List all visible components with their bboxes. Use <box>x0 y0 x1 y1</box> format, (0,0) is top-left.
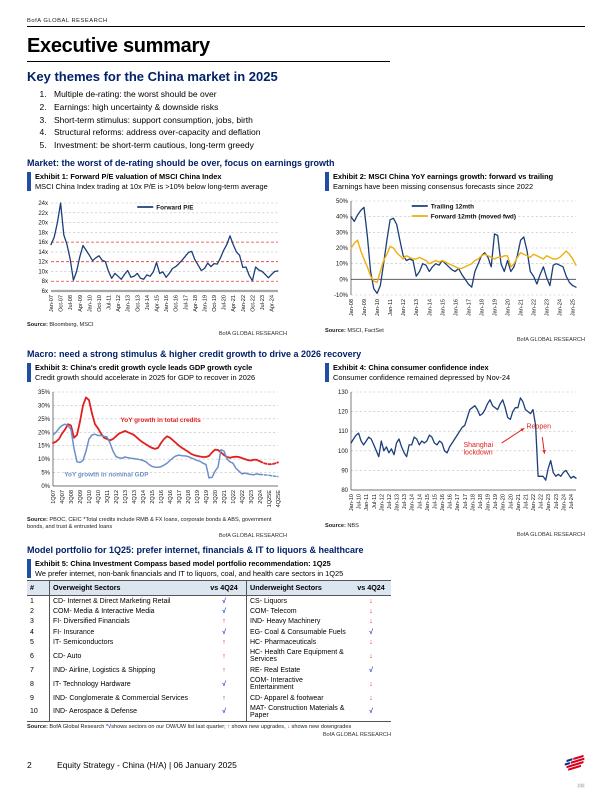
svg-text:4Q19: 4Q19 <box>204 489 210 504</box>
svg-text:Jan-22: Jan-22 <box>240 294 247 312</box>
exhibit-2-title: Exhibit 2: MSCI China YoY earnings growth: forward vs trailing <box>333 171 554 181</box>
table-cell: ↑ <box>202 617 247 627</box>
svg-text:Jul-20: Jul-20 <box>221 294 228 311</box>
list-item: 3. Short-term stimulus: support consumption, jobs, birth <box>49 114 585 127</box>
research-tag: BofA GLOBAL RESEARCH <box>516 336 585 343</box>
svg-text:1Q10: 1Q10 <box>87 489 93 504</box>
svg-text:Jan-10: Jan-10 <box>349 493 355 511</box>
exhibit-accent-bar <box>27 363 31 382</box>
svg-text:Forward P/E: Forward P/E <box>156 204 194 212</box>
exhibit-3-title: Exhibit 3: China's credit growth cycle leads GDP growth cycle <box>35 362 253 372</box>
table-row <box>27 665 391 675</box>
svg-text:1Q07: 1Q07 <box>51 489 57 504</box>
svg-text:-10%: -10% <box>333 292 348 299</box>
table-cell: CS- Liquors <box>250 597 287 605</box>
table-cell: IT- Technology Hardware <box>53 680 131 688</box>
svg-text:Jan-19: Jan-19 <box>202 294 209 312</box>
svg-text:10%: 10% <box>335 261 348 268</box>
exhibit-4 <box>325 363 585 539</box>
svg-text:Jan-11: Jan-11 <box>388 298 395 316</box>
table-cell: IND- Aerospace & Defense <box>50 703 203 721</box>
exhibit-3-subtitle: Credit growth should accelerate in 2025 for GDP to recover in 2026 <box>35 372 256 382</box>
market-section-heading: Market: the worst of de-rating should be over, focus on earnings growth <box>27 157 335 168</box>
svg-text:1Q16: 1Q16 <box>159 489 165 504</box>
svg-text:Jan-18: Jan-18 <box>470 493 477 511</box>
svg-text:3Q17: 3Q17 <box>177 489 183 504</box>
table-header-cell: vs 4Q24 <box>351 580 391 595</box>
list-item: 5. Investment: be short-term cautious, long-term greedy <box>49 139 585 152</box>
table-cell: 10 <box>27 703 50 721</box>
table-cell: CD- Internet & Direct Marketing Retail <box>53 597 171 605</box>
table-header-cell: Overweight Sectors <box>50 580 203 595</box>
exhibit-5-subtitle: We prefer internet, non-bank financials and IT to liquors, coal, and health care sectors in 1Q25 <box>35 568 344 578</box>
svg-text:90: 90 <box>341 468 348 475</box>
svg-text:Jan-17: Jan-17 <box>455 493 462 511</box>
svg-text:1Q19: 1Q19 <box>195 489 201 504</box>
svg-text:Jul-24: Jul-24 <box>568 493 575 510</box>
svg-text:1Q25E: 1Q25E <box>267 489 273 508</box>
svg-text:Jul-17: Jul-17 <box>183 294 190 311</box>
svg-text:2Q12: 2Q12 <box>114 489 120 504</box>
svg-text:Jul-13: Jul-13 <box>402 493 409 510</box>
svg-text:Jan-12: Jan-12 <box>379 493 386 511</box>
credit-gdp-chart <box>27 384 285 516</box>
exhibit-3-source: Source: PBOC, CEIC *Total credits include RMB & FX loans, corporate bonds & ABS, government bonds, and trust & entrusted loans <box>27 516 272 530</box>
table-row <box>27 637 391 647</box>
svg-text:Jul-14: Jul-14 <box>417 493 424 510</box>
table-cell: 3 <box>27 617 50 627</box>
svg-text:Jan-20: Jan-20 <box>500 493 507 511</box>
table-cell: IND- Conglomerate & Commercial Services <box>53 694 188 702</box>
svg-text:10x: 10x <box>38 269 48 276</box>
table-row <box>27 617 391 627</box>
svg-text:Jan-23: Jan-23 <box>544 298 551 316</box>
svg-text:Trailing 12mth: Trailing 12mth <box>430 203 475 211</box>
svg-text:2Q18: 2Q18 <box>186 489 192 504</box>
svg-text:100: 100 <box>337 448 348 455</box>
svg-text:2Q24: 2Q24 <box>258 489 264 504</box>
svg-text:Jul-16: Jul-16 <box>447 493 454 510</box>
svg-text:Jan-11: Jan-11 <box>364 493 371 511</box>
table-header-cell: vs 4Q24 <box>202 580 247 595</box>
exhibit-1-subtitle: MSCI China Index trading at 10x P/E is >10% below long-term average <box>35 181 268 191</box>
table-cell: IND- Heavy Machinery <box>250 618 321 626</box>
table-cell: COM- Telecom <box>250 607 297 615</box>
list-item: 1. Multiple de-rating: the worst should be over <box>49 88 585 101</box>
svg-text:0%: 0% <box>41 483 50 490</box>
svg-text:1Q13: 1Q13 <box>123 489 129 504</box>
svg-text:2Q15: 2Q15 <box>150 489 156 504</box>
svg-text:3Q11: 3Q11 <box>105 489 111 504</box>
svg-text:Jan-13: Jan-13 <box>414 298 421 316</box>
svg-text:20%: 20% <box>335 245 348 252</box>
svg-text:Jul-11: Jul-11 <box>106 294 113 310</box>
earnings-growth-chart <box>325 193 583 327</box>
exhibit-2 <box>325 172 585 343</box>
table-cell: CD- Auto <box>53 652 82 660</box>
page-title: Executive summary <box>27 35 390 62</box>
svg-text:5%: 5% <box>41 470 50 477</box>
svg-text:25%: 25% <box>37 416 50 423</box>
svg-text:Jan-16: Jan-16 <box>164 294 171 312</box>
exhibit-1 <box>27 172 287 343</box>
svg-text:Jul-17: Jul-17 <box>462 493 469 510</box>
svg-text:Jul-18: Jul-18 <box>477 493 484 510</box>
svg-text:Jul-23: Jul-23 <box>553 493 560 510</box>
svg-text:0%: 0% <box>339 277 348 284</box>
table-cell: √ <box>351 703 391 721</box>
table-cell: √ <box>202 676 247 693</box>
svg-text:Jan-14: Jan-14 <box>427 298 434 316</box>
svg-text:Jan-21: Jan-21 <box>515 493 522 511</box>
svg-text:80: 80 <box>341 487 348 494</box>
table-cell: √ <box>369 666 373 674</box>
svg-text:35%: 35% <box>37 389 50 396</box>
exhibit-4-source: Source: NBS <box>325 522 359 529</box>
svg-text:Jan-16: Jan-16 <box>453 298 460 316</box>
table-cell: 1 <box>27 595 50 606</box>
svg-text:Jan-13: Jan-13 <box>125 294 132 312</box>
exhibit-5 <box>27 559 585 578</box>
table-cell: FI- Diversified Financials <box>53 618 130 626</box>
svg-text:12x: 12x <box>38 259 48 266</box>
model-portfolio-table <box>27 580 391 722</box>
exhibit-2-source: Source: MSCI, FactSet <box>325 327 384 334</box>
svg-text:Jan-08: Jan-08 <box>349 298 355 316</box>
research-tag: BofA GLOBAL RESEARCH <box>218 330 287 337</box>
table-row <box>27 595 391 606</box>
svg-text:Oct-22: Oct-22 <box>250 294 257 312</box>
svg-text:50%: 50% <box>335 198 348 205</box>
svg-text:4Q16: 4Q16 <box>168 489 174 504</box>
svg-text:30%: 30% <box>335 230 348 237</box>
svg-text:Jul-12: Jul-12 <box>386 493 393 510</box>
svg-text:Jan-13: Jan-13 <box>394 493 401 511</box>
svg-text:18x: 18x <box>38 230 48 237</box>
exhibit-5-title: Exhibit 5: China Investment Compass based model portfolio recommendation: 1Q25 <box>35 558 331 568</box>
exhibit-accent-bar <box>325 172 329 191</box>
svg-text:YoY growth in total credits: YoY growth in total credits <box>120 416 201 424</box>
table-row <box>27 676 391 693</box>
table-cell: ↓ <box>369 639 373 647</box>
list-item: 2. Earnings: high uncertainty & downside risks <box>49 101 585 114</box>
svg-text:130: 130 <box>337 389 348 396</box>
svg-text:Oct-10: Oct-10 <box>96 294 103 312</box>
key-themes-list <box>27 88 585 152</box>
bofa-flag-logo-icon <box>562 754 588 776</box>
svg-text:24x: 24x <box>38 200 48 207</box>
research-tag: BofA GLOBAL RESEARCH <box>516 531 585 538</box>
table-cell: ↓ <box>369 680 373 688</box>
table-cell: 8 <box>27 676 50 693</box>
svg-text:3Q23: 3Q23 <box>249 489 255 504</box>
table-cell: ↓ <box>369 618 373 626</box>
svg-text:Jul-20: Jul-20 <box>508 493 515 510</box>
svg-text:30%: 30% <box>37 403 50 410</box>
table-cell: RE- Real Estate <box>250 666 301 674</box>
svg-text:3Q14: 3Q14 <box>141 489 147 504</box>
table-footnote: Source: BofA Global Research *√shows sectors on our OW/UW list last quarter; ↑ shows new upgrades, ↓ shows new downgrades <box>27 723 352 730</box>
top-rule <box>27 26 585 27</box>
macro-section-heading: Macro: need a strong stimulus & higher credit growth to drive a 2026 recovery <box>27 348 362 359</box>
svg-text:4Q25E: 4Q25E <box>276 489 282 508</box>
table-cell: 5 <box>27 637 50 647</box>
table-cell: ↑ <box>202 648 247 665</box>
svg-text:Jan-16: Jan-16 <box>440 493 447 511</box>
svg-text:Shanghailockdown: Shanghai lockdown <box>463 441 494 457</box>
table-cell: IND- Airline, Logistics & Shipping <box>53 666 156 674</box>
table-cell: ↑ <box>202 637 247 647</box>
table-row <box>27 648 391 665</box>
model-section-heading: Model portfolio for 1Q25: prefer internet, financials & IT to liquors & healthcare <box>27 544 364 555</box>
svg-text:3Q20: 3Q20 <box>213 489 219 504</box>
svg-text:Jul-19: Jul-19 <box>493 493 500 510</box>
table-cell: 2 <box>27 606 50 616</box>
exhibit-1-title: Exhibit 1: Forward P/E valuation of MSCI China Index <box>35 171 222 181</box>
svg-text:Jul-21: Jul-21 <box>523 493 530 510</box>
table-cell: CD- Apparel & footwear <box>250 694 324 702</box>
svg-text:Jul-14: Jul-14 <box>144 294 151 311</box>
table-header-cell: Underweight Sectors <box>247 580 352 595</box>
svg-text:Apr-09: Apr-09 <box>77 294 84 312</box>
svg-text:Jan-20: Jan-20 <box>505 298 512 316</box>
svg-text:Jan-25: Jan-25 <box>570 298 577 316</box>
table-cell: 6 <box>27 648 50 665</box>
exhibit-accent-bar <box>27 559 31 578</box>
exhibit-row-2 <box>27 363 585 539</box>
svg-text:Oct-13: Oct-13 <box>135 294 142 312</box>
svg-text:8x: 8x <box>41 279 48 286</box>
table-row <box>27 693 391 703</box>
svg-text:Jan-10: Jan-10 <box>87 294 94 312</box>
svg-text:Jan-10: Jan-10 <box>375 298 382 316</box>
svg-text:Jan-24: Jan-24 <box>557 298 564 316</box>
research-tag: BofA GLOBAL RESEARCH <box>322 731 391 738</box>
svg-text:Apr-18: Apr-18 <box>192 294 199 312</box>
table-cell: EG- Coal & Consumable Fuels <box>250 628 346 636</box>
exhibit-1-source: Source: Bloomberg, MSCI <box>27 321 94 328</box>
page-number: 2 <box>27 760 32 770</box>
svg-text:Apr-21: Apr-21 <box>231 294 238 312</box>
svg-text:14x: 14x <box>38 249 48 256</box>
svg-text:Apr-12: Apr-12 <box>116 294 123 312</box>
svg-text:Jan-14: Jan-14 <box>409 493 416 511</box>
corner-mark: CB <box>577 783 584 788</box>
brand-header: BofA GLOBAL RESEARCH <box>27 18 108 24</box>
svg-text:Apr-15: Apr-15 <box>154 294 161 312</box>
svg-text:Jan-19: Jan-19 <box>492 298 499 316</box>
svg-text:Jan-23: Jan-23 <box>546 493 553 511</box>
svg-text:2Q09: 2Q09 <box>78 489 84 504</box>
exhibit-accent-bar <box>325 363 329 382</box>
table-cell: 9 <box>27 693 50 703</box>
svg-text:Jul-11: Jul-11 <box>371 493 378 509</box>
svg-text:Reopen: Reopen <box>526 423 552 431</box>
svg-text:Jul-22: Jul-22 <box>538 493 545 510</box>
svg-text:Jul-23: Jul-23 <box>260 294 267 311</box>
svg-text:Oct-19: Oct-19 <box>212 294 219 312</box>
table-cell: ↓ <box>369 652 373 660</box>
exhibit-4-title: Exhibit 4: China consumer confidence index <box>333 362 489 372</box>
svg-text:20x: 20x <box>38 220 48 227</box>
svg-text:16x: 16x <box>38 240 48 247</box>
table-cell: FI- Insurance <box>53 628 95 636</box>
portfolio-table-body <box>27 595 391 721</box>
svg-text:Jan-24: Jan-24 <box>561 493 568 511</box>
svg-text:10%: 10% <box>37 456 50 463</box>
svg-text:Jul-15: Jul-15 <box>432 493 439 510</box>
svg-text:Jan-18: Jan-18 <box>479 298 486 316</box>
table-cell: ↓ <box>369 694 373 702</box>
svg-text:4Q22: 4Q22 <box>240 489 246 504</box>
table-row <box>27 627 391 637</box>
svg-text:Jan-22: Jan-22 <box>531 298 538 316</box>
svg-text:Apr-24: Apr-24 <box>269 294 276 312</box>
exhibit-2-subtitle: Earnings have been missing consensus forecasts since 2022 <box>333 181 534 191</box>
research-tag: BofA GLOBAL RESEARCH <box>218 532 287 539</box>
svg-text:Jan-12: Jan-12 <box>401 298 408 316</box>
table-cell: ↑ <box>202 665 247 675</box>
table-cell: MAT- Construction Materials & Paper <box>247 703 352 721</box>
svg-text:2Q21: 2Q21 <box>222 489 228 504</box>
svg-text:4Q13: 4Q13 <box>132 489 138 504</box>
footer-text: Equity Strategy - China (H/A) | 06 January 2025 <box>57 760 237 770</box>
table-cell: HC- Pharmaceuticals <box>250 639 317 647</box>
table-cell: ↑ <box>202 693 247 703</box>
svg-text:20%: 20% <box>37 430 50 437</box>
table-cell: √ <box>202 627 247 637</box>
table-cell: 4 <box>27 627 50 637</box>
table-header-row <box>27 580 391 595</box>
svg-text:YoY growth in nominal GDP: YoY growth in nominal GDP <box>64 471 149 479</box>
table-cell: √ <box>369 628 373 636</box>
consumer-confidence-chart <box>325 384 583 522</box>
svg-text:Jan-09: Jan-09 <box>362 298 369 316</box>
svg-text:Jan-15: Jan-15 <box>440 298 447 316</box>
table-cell: HC- Health Care Equipment & Services <box>250 649 344 664</box>
table-cell: COM- Media & Interactive Media <box>53 607 155 615</box>
svg-text:120: 120 <box>337 409 348 416</box>
svg-text:Jan-07: Jan-07 <box>49 294 55 312</box>
table-row <box>27 606 391 616</box>
table-cell: √ <box>202 703 247 721</box>
svg-text:1Q22: 1Q22 <box>231 489 237 504</box>
svg-text:40%: 40% <box>335 214 348 221</box>
svg-text:Oct-16: Oct-16 <box>173 294 180 312</box>
svg-text:Jan-19: Jan-19 <box>485 493 492 511</box>
svg-text:3Q08: 3Q08 <box>69 489 75 504</box>
exhibit-row-1 <box>27 172 585 343</box>
exhibit-3 <box>27 363 287 539</box>
svg-text:Jan-17: Jan-17 <box>466 298 473 316</box>
table-cell: COM- Interactive Entertainment <box>250 677 303 692</box>
svg-text:Oct-07: Oct-07 <box>58 294 65 312</box>
exhibit-accent-bar <box>27 172 31 191</box>
forward-pe-chart <box>27 193 285 321</box>
svg-text:Forward 12mth (moved fwd): Forward 12mth (moved fwd) <box>430 213 516 221</box>
key-themes-heading: Key themes for the China market in 2025 <box>27 69 278 84</box>
table-cell: 7 <box>27 665 50 675</box>
svg-text:Jan-15: Jan-15 <box>424 493 431 511</box>
table-row <box>27 703 391 721</box>
page-footer <box>27 760 237 770</box>
svg-text:4Q07: 4Q07 <box>60 489 66 504</box>
table-header-cell: # <box>27 580 50 595</box>
exhibit-4-subtitle: Consumer confidence remained depressed by Nov-24 <box>333 372 511 382</box>
table-cell: ↓ <box>369 607 373 615</box>
svg-text:Jan-21: Jan-21 <box>518 298 525 316</box>
svg-text:4Q10: 4Q10 <box>96 489 102 504</box>
svg-text:Jan-22: Jan-22 <box>531 493 538 511</box>
svg-text:15%: 15% <box>37 443 50 450</box>
svg-text:Jul-08: Jul-08 <box>68 294 75 311</box>
table-cell: IT- Semiconductors <box>53 639 114 647</box>
svg-text:Jul-10: Jul-10 <box>356 493 363 510</box>
svg-text:22x: 22x <box>38 210 48 217</box>
svg-text:110: 110 <box>338 428 348 435</box>
list-item: 4. Structural reforms: address over-capacity and deflation <box>49 126 585 139</box>
table-cell: √ <box>202 606 247 616</box>
svg-text:6x: 6x <box>41 288 48 295</box>
table-cell: √ <box>202 595 247 606</box>
table-cell: ↓ <box>369 597 373 605</box>
